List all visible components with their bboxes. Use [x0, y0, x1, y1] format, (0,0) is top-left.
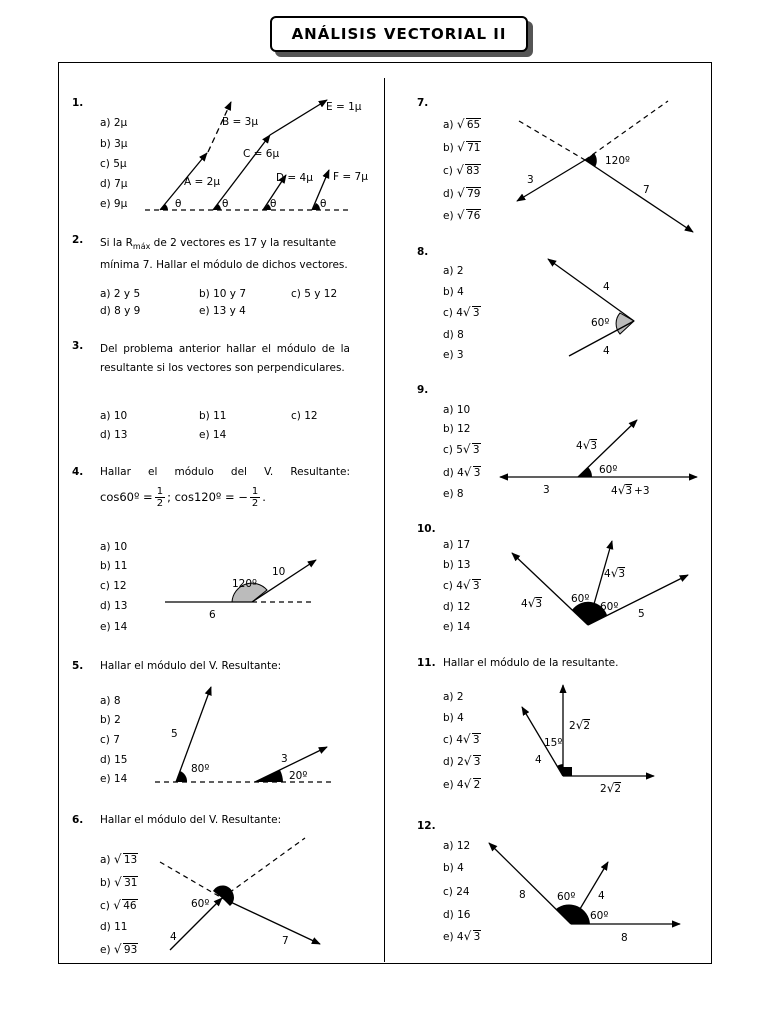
angle-label: 60º: [591, 317, 610, 329]
option-d: d) 2√ 3: [443, 756, 481, 769]
option-a: a) 2: [443, 691, 464, 703]
problem-number: 9.: [417, 384, 429, 396]
option-a: a) 10: [443, 404, 471, 416]
problem-text: Hallar el módulo del V. Resultante:: [100, 660, 282, 672]
problem-number: 6.: [72, 814, 84, 826]
option-e: e) 8: [443, 488, 464, 500]
option-c: c) √ 46: [100, 900, 138, 913]
vector-label: 6: [209, 609, 216, 621]
formula: cos60º = $\frac{1}{2}$ ; cos120º = − $\frac{1}{2}$ .: [100, 486, 266, 509]
option-e: e) 13 y 4: [199, 305, 246, 317]
option-e: e) 14: [100, 621, 128, 633]
angle-label: 60º: [557, 891, 576, 903]
problem-number: 2.: [72, 234, 84, 246]
option-b: b) 4: [443, 286, 464, 298]
option-c: c) 7: [100, 734, 120, 746]
vector-label: 5: [171, 728, 178, 740]
option-a: a) 2 y 5: [100, 288, 141, 300]
option-a: a) √ 13: [100, 854, 138, 867]
angle-label: 60º: [599, 464, 618, 476]
option-c: c) 4√ 3: [443, 307, 481, 320]
option-e: e) 9μ: [100, 198, 128, 210]
problem-number: 11.: [417, 657, 436, 669]
angle-label: 120º: [605, 155, 630, 167]
vector-label: 4: [598, 890, 605, 902]
problem-number: 7.: [417, 97, 429, 109]
option-c: c) 5 y 12: [291, 288, 338, 300]
vector-label: 8: [621, 932, 628, 944]
theta-label: θ: [175, 198, 182, 210]
angle-label: 60º: [191, 898, 210, 910]
vector-label: 7: [643, 184, 650, 196]
angle-label: 60º: [600, 601, 619, 613]
problem-number: 4.: [72, 466, 84, 478]
problem-text: Del problema anterior hallar el módulo de la resultante si los vectores son perpendiculares.: [100, 343, 350, 374]
label-a: A = 2μ: [184, 176, 221, 188]
vector-label: 3: [527, 174, 534, 186]
option-b: b) 3μ: [100, 138, 128, 150]
angle-label: 120º: [232, 578, 257, 590]
vector-label: 7: [282, 935, 289, 947]
vector-label: 8: [519, 889, 526, 901]
vector-label: 10: [272, 566, 286, 578]
label-b: B = 3μ: [222, 116, 259, 128]
problem-text: Hallar el módulo del V. Resultante:: [100, 814, 282, 826]
vector-label: 4: [535, 754, 542, 766]
option-e: e) 14: [443, 621, 471, 633]
option-d: d) 15: [100, 754, 128, 766]
angle-label: 15º: [544, 737, 563, 749]
option-a: a) 2: [443, 265, 464, 277]
option-d: d) 8: [443, 329, 464, 341]
label-e: E = 1μ: [326, 101, 362, 113]
vector-label: 4: [603, 345, 610, 357]
option-e: e) 4√ 2: [443, 779, 481, 792]
option-b: b) 13: [443, 559, 471, 571]
option-c: c) 24: [443, 886, 470, 898]
option-d: d) 12: [443, 601, 471, 613]
option-e: e) 3: [443, 349, 464, 361]
problem-text: Si la $R_{máx}$ de 2 vectores es 17 y la resultante mínima 7. Hallar el módulo de dichos vectores.: [100, 237, 348, 272]
option-c: c) √ 83: [443, 165, 481, 178]
option-d: d) 4√ 3: [443, 467, 481, 480]
option-d: d) 13: [100, 600, 128, 612]
option-c: c) 5μ: [100, 158, 127, 170]
label-d: D = 4μ: [276, 172, 313, 184]
option-a: a) 17: [443, 539, 471, 551]
option-b: b) 10 y 7: [199, 288, 247, 300]
option-d: d) 13: [100, 429, 128, 441]
problem-text: Hallar el módulo del V. Resultante:: [100, 466, 350, 478]
option-c: c) 12: [100, 580, 127, 592]
option-b: b) 2: [100, 714, 121, 726]
theta-label: θ: [320, 198, 327, 210]
option-a: a) 8: [100, 695, 121, 707]
vector-label: 4: [170, 931, 177, 943]
vector-label: 3: [281, 753, 288, 765]
option-a: a) √ 65: [443, 119, 481, 132]
theta-label: θ: [270, 198, 277, 210]
problem-text: Hallar el módulo de la resultante.: [443, 657, 619, 669]
option-c: c) 4√ 3: [443, 734, 481, 747]
option-a: a) 10: [100, 541, 128, 553]
vector-label: 3: [543, 484, 550, 496]
vector-label: 2√2: [569, 718, 591, 732]
vector-label: 4√3: [604, 566, 626, 580]
vector-label: 4√3: [576, 438, 598, 452]
vector-label: 2√2: [600, 781, 622, 795]
option-c: c) 12: [291, 410, 318, 422]
option-d: d) √ 79: [443, 188, 481, 201]
option-e: e) 14: [199, 429, 227, 441]
problem-number: 10.: [417, 523, 436, 535]
vector-label: 5: [638, 608, 645, 620]
angle-label: 60º: [590, 910, 609, 922]
problem-number: 1.: [72, 97, 84, 109]
vector-label: 4√3: [521, 596, 543, 610]
option-a: a) 12: [443, 840, 471, 852]
option-b: b) 12: [443, 423, 471, 435]
option-d: d) 16: [443, 909, 471, 921]
problem-number: 12.: [417, 820, 436, 832]
option-e: e) 14: [100, 773, 128, 785]
option-e: e) 4√ 3: [443, 931, 481, 944]
option-b: b) 11: [100, 560, 128, 572]
option-e: e) √ 76: [443, 210, 481, 223]
option-a: a) 10: [100, 410, 128, 422]
theta-label: θ: [222, 198, 229, 210]
option-b: b) 11: [199, 410, 227, 422]
angle-label: 20º: [289, 770, 308, 782]
label-f: F = 7μ: [333, 171, 368, 183]
vector-label: 4: [603, 281, 610, 293]
angle-label: 60º: [571, 593, 590, 605]
option-b: b) 4: [443, 712, 464, 724]
option-d: d) 7μ: [100, 178, 128, 190]
problem-number: 5.: [72, 660, 84, 672]
option-a: a) 2μ: [100, 117, 128, 129]
problem-number: 3.: [72, 340, 84, 352]
problem-number: 8.: [417, 246, 429, 258]
option-d: d) 8 y 9: [100, 305, 141, 317]
option-b: b) √ 31: [100, 877, 138, 890]
angle-label: 80º: [191, 763, 210, 775]
option-e: e) √ 93: [100, 944, 138, 957]
label-c: C = 6μ: [243, 148, 280, 160]
option-c: c) 5√ 3: [443, 444, 481, 457]
vector-label: 4√3 +3: [611, 483, 650, 497]
option-c: c) 4√ 3: [443, 580, 481, 593]
option-b: b) 4: [443, 862, 464, 874]
option-b: b) √ 71: [443, 142, 481, 155]
option-d: d) 11: [100, 921, 128, 933]
page-title: ANÁLISIS VECTORIAL II: [291, 25, 507, 43]
